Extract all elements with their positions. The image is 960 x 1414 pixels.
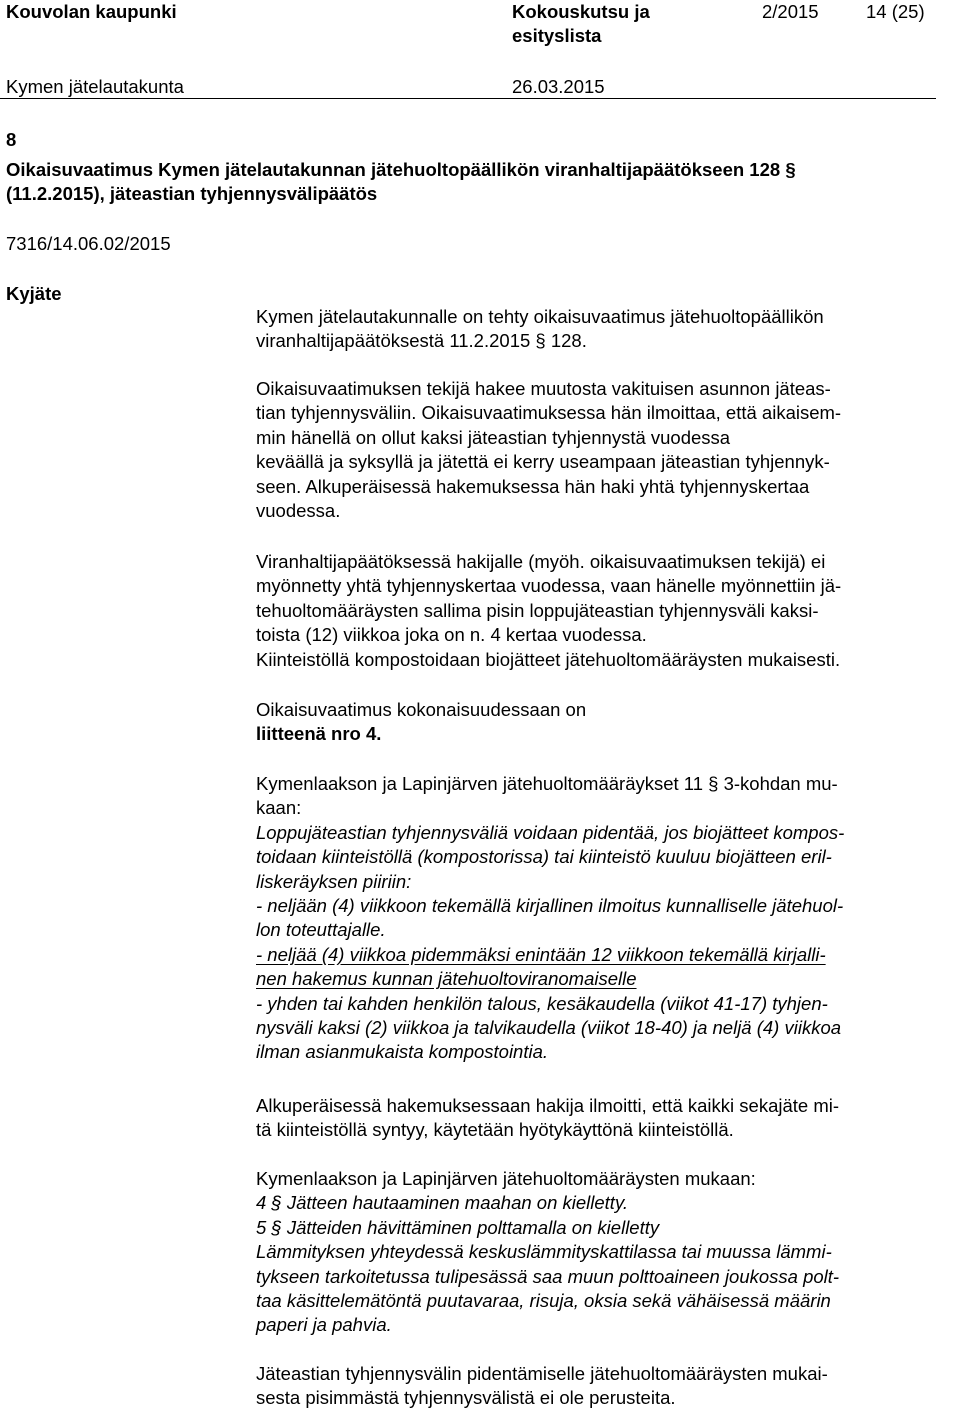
meeting-date: 26.03.2015 bbox=[512, 76, 605, 97]
text-line: tä kiinteistöllä syntyy, käytetään hyötykäyttönä kiinteistöllä. bbox=[256, 1119, 734, 1141]
paragraph-5 bbox=[256, 772, 936, 1065]
text-line: kaan: bbox=[256, 797, 302, 819]
paragraph-2 bbox=[256, 377, 936, 523]
text-line: keväällä ja syksyllä ja jätettä ei kerry useampaan jäteastian tyhjennyk- bbox=[256, 451, 830, 473]
quote-line: tykseen tarkoitetussa tulipesässä saa muun polttoaineen joukossa polt- bbox=[256, 1265, 840, 1287]
text-line: seen. Alkuperäisessä hakemuksessa hän haki yhtä tyhjennyskertaa bbox=[256, 475, 810, 497]
text-line: Kiinteistöllä kompostoidaan biojätteet jätehuoltomääräysten mukaisesti. bbox=[256, 648, 841, 670]
item-number: 8 bbox=[6, 129, 17, 150]
text-line: sesta pisimmästä tyhjennysvälistä ei ole perusteita. bbox=[256, 1387, 676, 1409]
text-line: Viranhaltijapäätöksessä hakijalle (myöh. oikaisuvaatimuksen tekijä) ei bbox=[256, 551, 826, 572]
text-line: tehuoltomääräysten sallima pisin loppujäteastian tyhjennysväli kaksi- bbox=[256, 599, 819, 621]
organization-name: Kouvolan kaupunki bbox=[6, 1, 177, 22]
section-label: Kyjäte bbox=[6, 283, 62, 304]
text-line: viranhaltijapäätöksestä 11.2.2015 § 128. bbox=[256, 330, 587, 352]
quote-line: liskeräyksen piiriin: bbox=[256, 870, 412, 892]
text-line: tian tyhjennysväliin. Oikaisuvaatimuksessa hän ilmoittaa, että aikaisem- bbox=[256, 402, 842, 424]
paragraph-8 bbox=[256, 1362, 936, 1411]
paragraph-4 bbox=[256, 698, 936, 747]
committee-name: Kymen jätelautakunta bbox=[6, 76, 184, 97]
document-type-line1: Kokouskutsu ja bbox=[512, 1, 650, 22]
text-line: min hänellä on ollut kaksi jäteastian tyhjennystä vuodessa bbox=[256, 426, 731, 448]
quote-line: - yhden tai kahden henkilön talous, kesäkaudella (viikot 41-17) tyhjen- bbox=[256, 992, 828, 1014]
text-line: Oikaisuvaatimus kokonaisuudessaan on bbox=[256, 699, 587, 720]
item-title-line2: (11.2.2015), jäteastian tyhjennysvälipäätös bbox=[6, 183, 378, 204]
quote-line: nysväli kaksi (2) viikkoa ja talvikaudella (viikot 18-40) ja neljä (4) viikkoa bbox=[256, 1016, 842, 1038]
paragraph-6 bbox=[256, 1094, 936, 1143]
quote-line: lon toteuttajalle. bbox=[256, 919, 386, 941]
quote-line: Lämmityksen yhteydessä keskuslämmityskattilassa tai muussa lämmi- bbox=[256, 1241, 832, 1263]
meeting-number: 2/2015 bbox=[762, 1, 819, 22]
header-divider bbox=[0, 98, 936, 99]
quote-line: 5 § Jätteiden hävittäminen polttamalla on kielletty bbox=[256, 1216, 660, 1238]
paragraph-3 bbox=[256, 550, 936, 672]
text-line: vuodessa. bbox=[256, 499, 341, 521]
item-title-line1: Oikaisuvaatimus Kymen jätelautakunnan jätehuoltopäällikön viranhaltijapäätökseen 128 § bbox=[6, 159, 796, 180]
quote-line: - neljään (4) viikkoon tekemällä kirjallinen ilmoitus kunnalliselle jätehuol- bbox=[256, 894, 844, 916]
paragraph-7 bbox=[256, 1167, 936, 1338]
underlined-quote-line: - neljää (4) viikkoa pidemmäksi enintään 12 viikkoon tekemällä kirjalli- bbox=[256, 943, 826, 965]
page-number: 14 (25) bbox=[866, 1, 925, 22]
text-line: toista (12) viikkoa joka on n. 4 kertaa vuodessa. bbox=[256, 624, 647, 646]
quote-line: taa käsittelemätöntä puutavaraa, risuja, oksia sekä vähäisessä määrin bbox=[256, 1289, 831, 1311]
document-type-line2: esityslista bbox=[512, 25, 602, 46]
paragraph-1 bbox=[256, 305, 936, 354]
text-line: Jäteastian tyhjennysvälin pidentämiselle jätehuoltomääräysten mukai- bbox=[256, 1363, 828, 1384]
quote-line: 4 § Jätteen hautaaminen maahan on kielletty. bbox=[256, 1192, 628, 1214]
text-line: Alkuperäisessä hakemuksessaan hakija ilmoitti, että kaikki sekajäte mi- bbox=[256, 1095, 840, 1116]
text-line: Kymenlaakson ja Lapinjärven jätehuoltomääräykset 11 § 3-kohdan mu- bbox=[256, 773, 838, 794]
text-line: Kymenlaakson ja Lapinjärven jätehuoltomääräysten mukaan: bbox=[256, 1168, 756, 1189]
attachment-reference: liitteenä nro 4. bbox=[256, 723, 382, 745]
quote-line: Loppujäteastian tyhjennysväliä voidaan pidentää, jos biojätteet kompos- bbox=[256, 821, 845, 843]
quote-line: ilman asianmukaista kompostointia. bbox=[256, 1041, 549, 1063]
quote-line: toidaan kiinteistöllä (kompostorissa) tai kiinteistö kuuluu biojätteen eril- bbox=[256, 846, 832, 868]
item-reference: 7316/14.06.02/2015 bbox=[6, 233, 171, 254]
text-line: myönnetty yhtä tyhjennyskertaa vuodessa, vaan hänelle myönnettiin jä- bbox=[256, 575, 842, 597]
text-line: Oikaisuvaatimuksen tekijä hakee muutosta vakituisen asunnon jäteas- bbox=[256, 378, 831, 399]
quote-line: paperi ja pahvia. bbox=[256, 1314, 392, 1336]
text-line: Kymen jätelautakunnalle on tehty oikaisuvaatimus jätehuoltopäällikön bbox=[256, 306, 824, 327]
underlined-quote-line: nen hakemus kunnan jätehuoltoviranomaiselle bbox=[256, 968, 637, 990]
